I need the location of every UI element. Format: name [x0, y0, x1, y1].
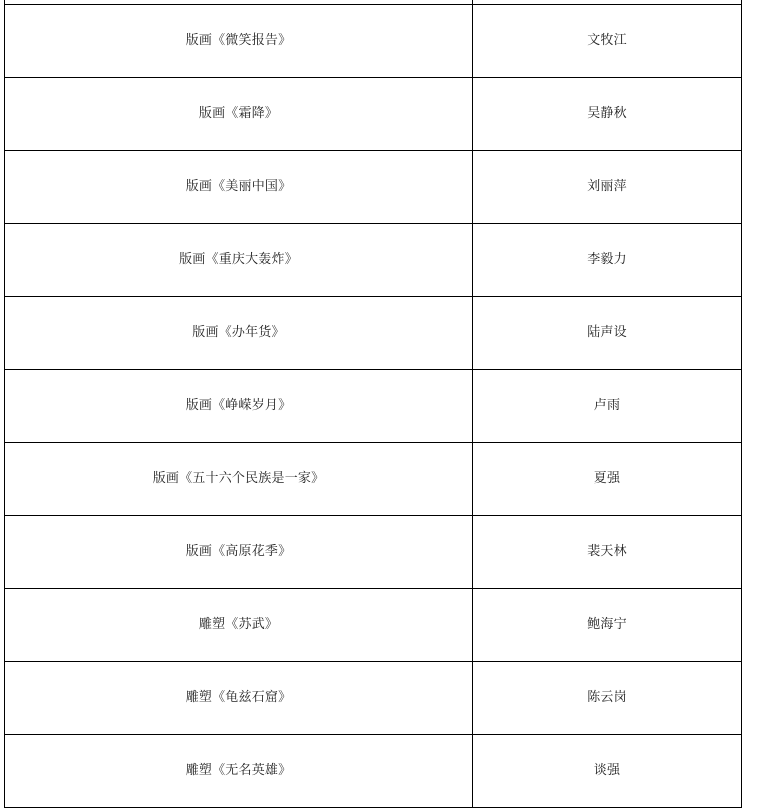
artwork-title-cell: 版画《重庆大轰炸》 [5, 224, 473, 297]
artwork-title-cell: 版画《高原花季》 [5, 516, 473, 589]
table-row [5, 151, 742, 224]
artist-name-cell: 陆声设 [473, 297, 742, 370]
artwork-title-cell: 版画《微笑报告》 [5, 5, 473, 78]
table-row [5, 589, 742, 662]
table-row [5, 224, 742, 297]
artwork-title-cell: 版画《美丽中国》 [5, 151, 473, 224]
artist-name-cell: 谈强 [473, 735, 742, 808]
artwork-title-cell: 雕塑《龟兹石窟》 [5, 662, 473, 735]
artist-name-cell: 刘丽萍 [473, 151, 742, 224]
artist-name-cell: 李毅力 [473, 224, 742, 297]
table-row [5, 370, 742, 443]
artwork-title-cell: 雕塑《无名英雄》 [5, 735, 473, 808]
artist-name-cell: 鲍海宁 [473, 589, 742, 662]
table-row [5, 78, 742, 151]
artist-name-cell: 吴静秋 [473, 78, 742, 151]
artist-name-cell: 夏强 [473, 443, 742, 516]
artist-name-cell: 裴天林 [473, 516, 742, 589]
artwork-title-cell: 雕塑《苏武》 [5, 589, 473, 662]
artwork-title-cell: 版画《办年货》 [5, 297, 473, 370]
table-row [5, 662, 742, 735]
artist-name-cell: 文牧江 [473, 5, 742, 78]
artwork-title-cell: 版画《五十六个民族是一家》 [5, 443, 473, 516]
table-row [5, 735, 742, 808]
table-row [5, 443, 742, 516]
table-row [5, 297, 742, 370]
artist-name-cell: 陈云岗 [473, 662, 742, 735]
artwork-title-cell: 版画《霜降》 [5, 78, 473, 151]
artwork-title-cell: 版画《峥嵘岁月》 [5, 370, 473, 443]
artworks-table [4, 0, 742, 808]
table-row [5, 516, 742, 589]
table-row [5, 5, 742, 78]
artist-name-cell: 卢雨 [473, 370, 742, 443]
